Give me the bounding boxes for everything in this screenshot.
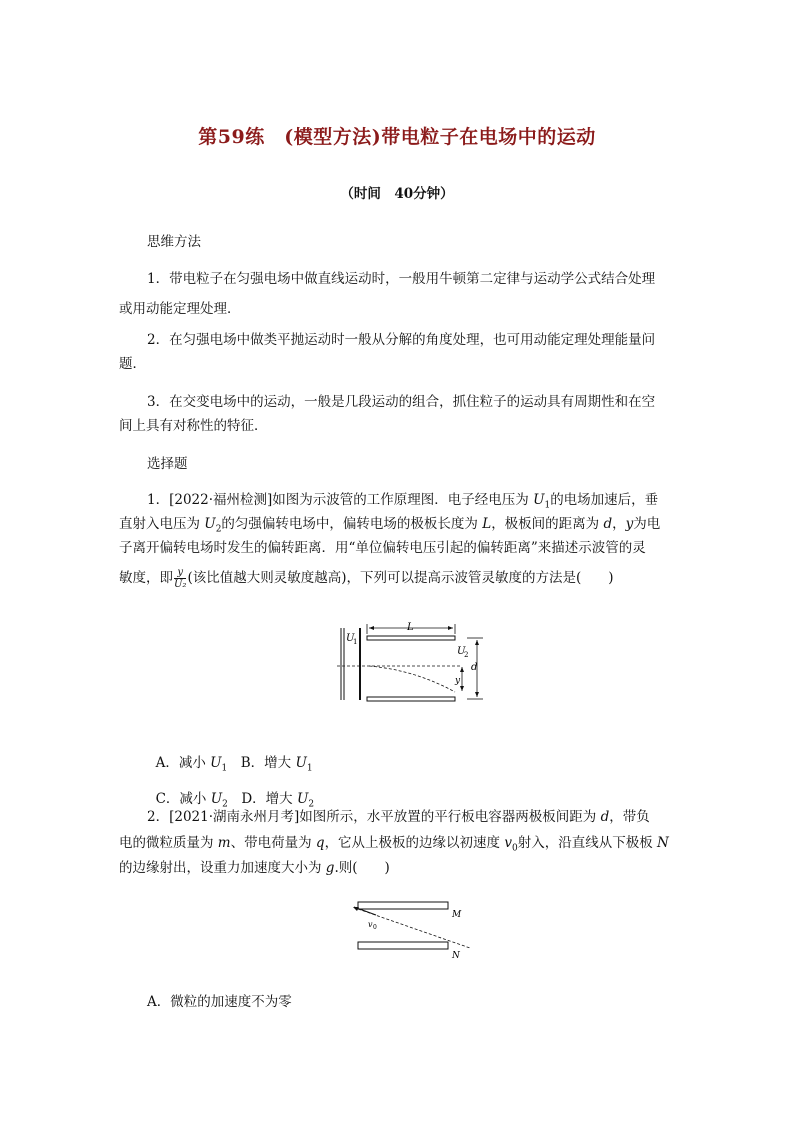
electron-trajectory xyxy=(369,666,455,692)
oscilloscope-tube-figure xyxy=(335,620,495,710)
method-item-3-line1: 3．在交变电场中的运动，一般是几段运动的组合，抓住粒子的运动具有周期性和在空 xyxy=(147,394,656,410)
label-y: y xyxy=(455,676,461,686)
svg-text:1: 1 xyxy=(353,638,358,646)
q1-options-row2 xyxy=(147,771,314,810)
method-item-1-line2: 或用动能定理处理． xyxy=(119,301,241,317)
q2-line2: 电的微粒质量为 m、带电荷量为 q，它从上极板的边缘以初速度 $v_0$射入，沿直线从下极板 N xyxy=(119,835,669,854)
plate-M xyxy=(358,902,448,909)
label-U2: U xyxy=(457,646,466,657)
section-choice-heading: 选择题 xyxy=(147,456,188,472)
svg-text:2: 2 xyxy=(464,651,469,659)
label-v0: v xyxy=(368,920,373,929)
plate-N xyxy=(358,942,448,949)
label-U1: U xyxy=(346,633,355,644)
capacitor-figure xyxy=(348,896,478,962)
q1-option-b[interactable]: B．增大 $U_1$ xyxy=(227,755,313,774)
q2-line1: 2．[2021·湖南永州月考]如图所示，水平放置的平行板电容器两极板间距为 d，带负 xyxy=(147,809,650,825)
label-M: M xyxy=(452,910,462,920)
method-item-2-line2: 题． xyxy=(119,356,146,372)
q1-option-a[interactable]: A．减小 $U_1$ xyxy=(155,755,228,774)
q1-line3: 子离开偏转电场时发生的偏转距离．用“单位偏转电压引起的偏转距离”来描述示波管的灵 xyxy=(119,540,646,556)
label-d: d xyxy=(471,662,478,673)
deflection-plate-top xyxy=(367,636,455,640)
q1-line4: 敏度，即 $\frac{y}{\text{U₂}}$ (该比值越大则灵敏度越高)，下列可以提高示波管灵敏度的方法是( ) xyxy=(119,567,614,590)
q2-line3: 的边缘射出，设重力加速度大小为 g.则( ) xyxy=(119,860,390,876)
method-item-3-line2: 间上具有对称性的特征． xyxy=(119,418,268,434)
section-method-heading: 思维方法 xyxy=(147,234,201,250)
time-limit: （时间 40分钟） xyxy=(340,186,454,202)
q2-option-a[interactable]: A．微粒的加速度不为零 xyxy=(147,994,292,1010)
q1-option-c[interactable]: C．减小 $U_2$ xyxy=(155,791,228,810)
deflection-plate-bottom xyxy=(367,697,455,701)
q1-line2: 直射入电压为 $U_2$的匀强偏转电场中，偏转电场的极板长度为 L，极板间的距离为 d，y为电 xyxy=(119,516,661,535)
label-L: L xyxy=(407,622,414,633)
method-item-1-line1: 1．带电粒子在匀强电场中做直线运动时，一般用牛顿第二定律与运动学公式结合处理 xyxy=(147,271,656,287)
label-N: N xyxy=(452,951,460,961)
sensitivity-fraction: $\frac{y}{\text{U₂}}$ xyxy=(174,567,187,590)
svg-text:0: 0 xyxy=(373,924,377,931)
q1-option-d[interactable]: D．增大 $U_2$ xyxy=(227,791,315,810)
q1-options-row1 xyxy=(147,735,313,774)
q1-line1: 1．[2022·福州检测]如图为示波管的工作原理图．电子经电压为 $U_1$的电场加速后，垂 xyxy=(147,492,659,511)
method-item-2-line1: 2．在匀强电场中做类平抛运动时一般从分解的角度处理，也可用动能定理处理能量问 xyxy=(147,332,656,348)
page-title: 第59练 (模型方法)带电粒子在电场中的运动 xyxy=(198,126,596,148)
